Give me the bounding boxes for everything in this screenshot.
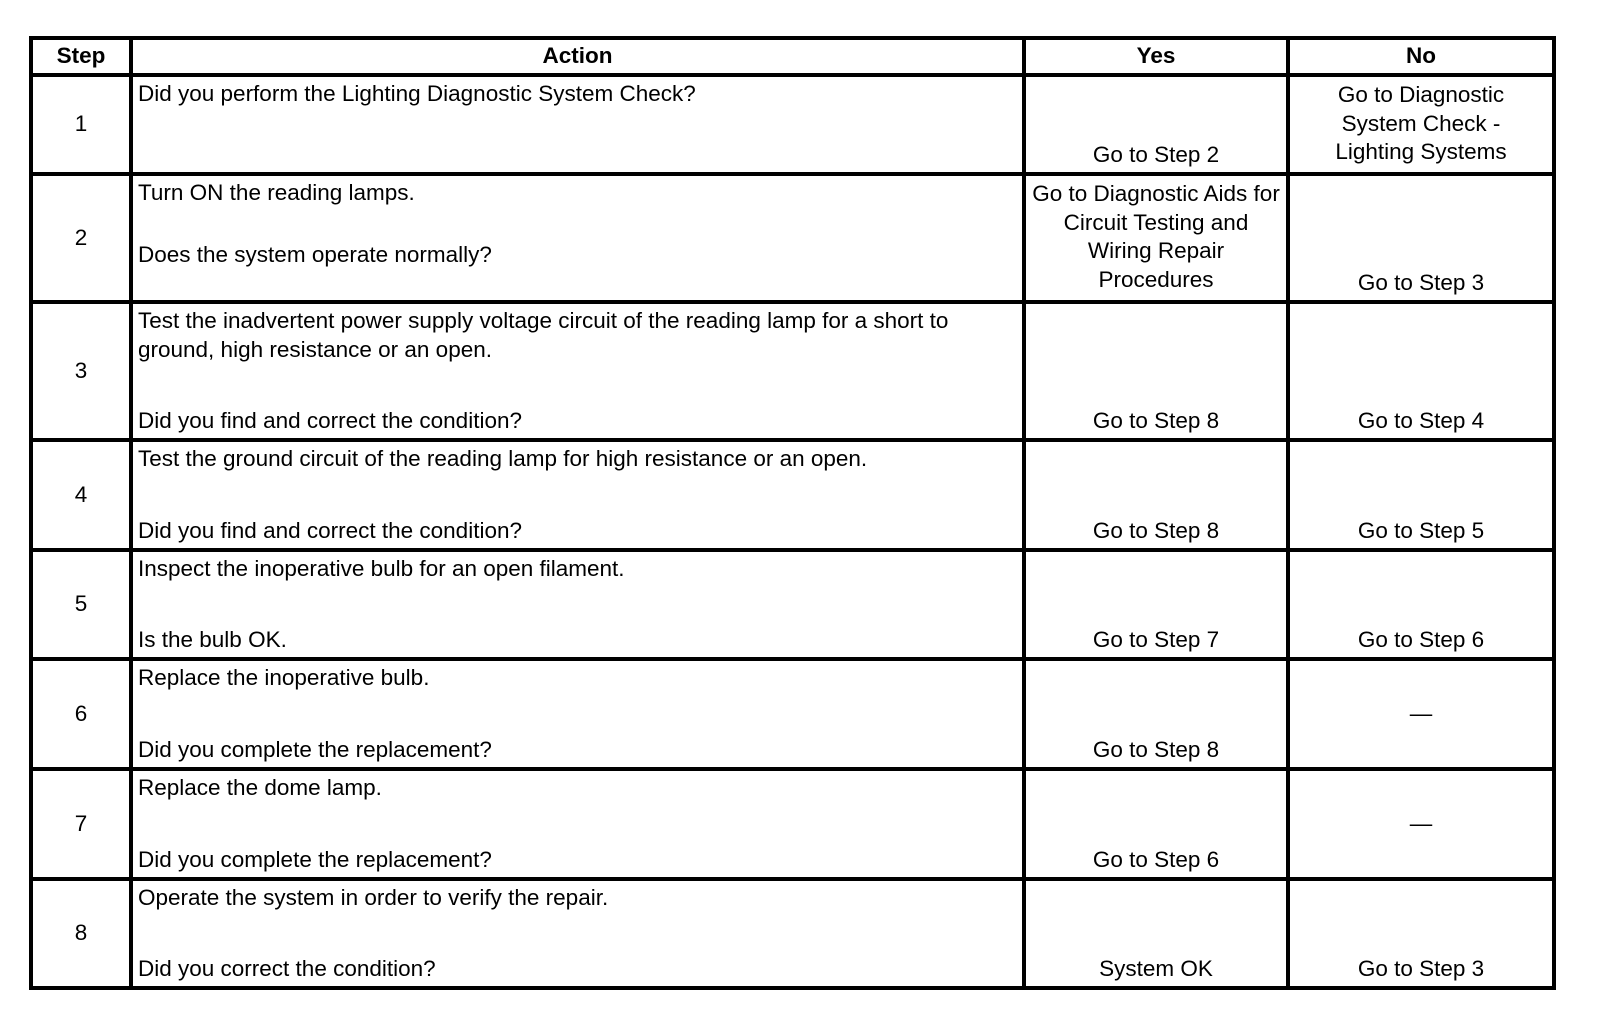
action-text: Did you perform the Lighting Diagnostic System Check? bbox=[138, 81, 696, 106]
table-row bbox=[31, 302, 1554, 440]
table-row bbox=[31, 550, 1554, 659]
action-cell bbox=[131, 659, 1024, 769]
yes-cell: Go to Step 2 bbox=[1024, 75, 1288, 174]
no-cell: Go to Step 3 bbox=[1288, 879, 1554, 988]
action-cell bbox=[131, 879, 1024, 988]
question-text: Did you complete the replacement? bbox=[138, 736, 492, 762]
action-text: Replace the inoperative bulb. bbox=[138, 665, 430, 690]
no-cell: — bbox=[1288, 769, 1554, 879]
action-text: Test the inadvertent power supply voltage circuit of the reading lamp for a short to ground, high resistance or an open. bbox=[138, 308, 949, 362]
header-action: Action bbox=[131, 38, 1024, 75]
header-no: No bbox=[1288, 38, 1554, 75]
step-number: 1 bbox=[31, 75, 131, 174]
yes-cell: Go to Diagnostic Aids for Circuit Testing and Wiring Repair Procedures bbox=[1024, 174, 1288, 302]
table-row bbox=[31, 769, 1554, 879]
table-row bbox=[31, 440, 1554, 550]
question-text: Did you correct the condition? bbox=[138, 955, 436, 981]
step-number: 2 bbox=[31, 174, 131, 302]
table-row bbox=[31, 75, 1554, 174]
action-text: Turn ON the reading lamps. bbox=[138, 180, 415, 205]
step-number: 8 bbox=[31, 879, 131, 988]
action-cell bbox=[131, 769, 1024, 879]
question-text: Does the system operate normally? bbox=[138, 241, 492, 267]
question-text: Did you complete the replacement? bbox=[138, 846, 492, 872]
header-yes: Yes bbox=[1024, 38, 1288, 75]
action-text: Inspect the inoperative bulb for an open filament. bbox=[138, 556, 625, 581]
yes-cell: Go to Step 8 bbox=[1024, 440, 1288, 550]
yes-cell: Go to Step 7 bbox=[1024, 550, 1288, 659]
step-number: 5 bbox=[31, 550, 131, 659]
action-text: Operate the system in order to verify the repair. bbox=[138, 885, 609, 910]
step-number: 4 bbox=[31, 440, 131, 550]
action-cell bbox=[131, 550, 1024, 659]
table-row bbox=[31, 174, 1554, 302]
question-text: Did you find and correct the condition? bbox=[138, 517, 522, 543]
no-cell: Go to Diagnostic System Check - Lighting Systems bbox=[1288, 75, 1554, 174]
diagnostic-table bbox=[29, 36, 1556, 990]
yes-cell: Go to Step 8 bbox=[1024, 302, 1288, 440]
action-cell bbox=[131, 302, 1024, 440]
table-row bbox=[31, 879, 1554, 988]
yes-cell: Go to Step 6 bbox=[1024, 769, 1288, 879]
no-cell: — bbox=[1288, 659, 1554, 769]
yes-cell: Go to Step 8 bbox=[1024, 659, 1288, 769]
question-text: Did you find and correct the condition? bbox=[138, 407, 522, 433]
yes-cell: System OK bbox=[1024, 879, 1288, 988]
action-cell bbox=[131, 75, 1024, 174]
action-cell bbox=[131, 174, 1024, 302]
no-cell: Go to Step 6 bbox=[1288, 550, 1554, 659]
header-step: Step bbox=[31, 38, 131, 75]
step-number: 6 bbox=[31, 659, 131, 769]
action-text: Replace the dome lamp. bbox=[138, 775, 382, 800]
step-number: 7 bbox=[31, 769, 131, 879]
question-text: Is the bulb OK. bbox=[138, 626, 287, 652]
no-cell: Go to Step 4 bbox=[1288, 302, 1554, 440]
step-number: 3 bbox=[31, 302, 131, 440]
table-row bbox=[31, 659, 1554, 769]
action-text: Test the ground circuit of the reading lamp for high resistance or an open. bbox=[138, 446, 868, 471]
header-row bbox=[31, 38, 1554, 75]
no-cell: Go to Step 5 bbox=[1288, 440, 1554, 550]
action-cell bbox=[131, 440, 1024, 550]
no-cell: Go to Step 3 bbox=[1288, 174, 1554, 302]
